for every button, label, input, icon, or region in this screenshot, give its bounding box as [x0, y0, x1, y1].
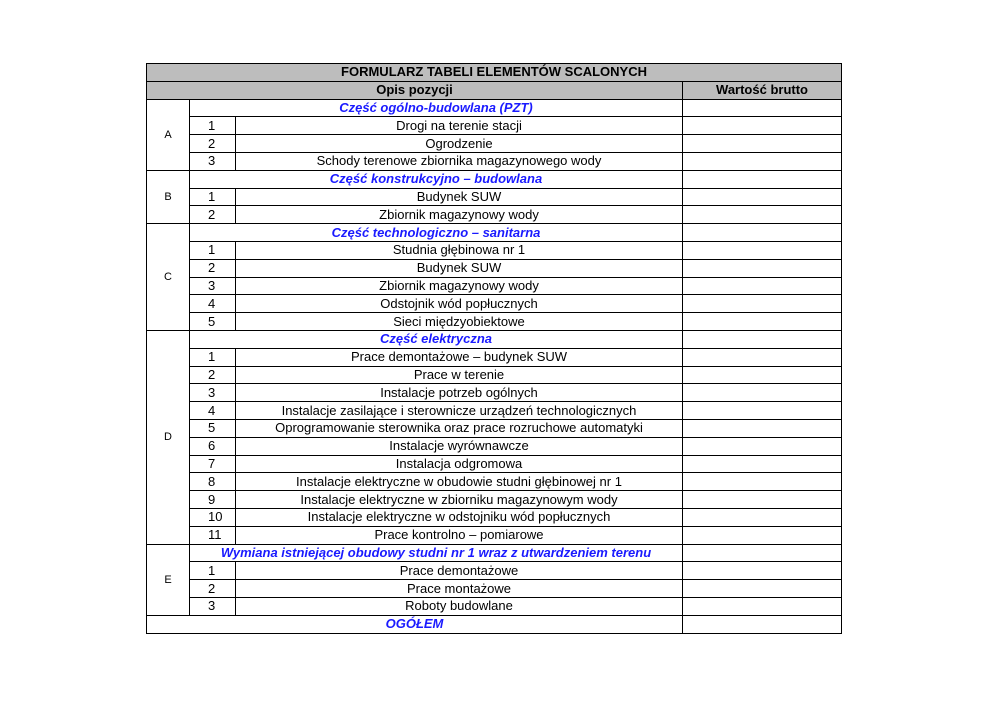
value-cell[interactable]	[683, 313, 842, 331]
item-description: Instalacje potrzeb ogólnych	[236, 384, 683, 402]
item-description: Prace kontrolno – pomiarowe	[236, 526, 683, 544]
value-cell[interactable]	[683, 402, 842, 420]
item-row	[147, 419, 842, 437]
value-cell[interactable]	[683, 455, 842, 473]
item-description: Prace demontażowe – budynek SUW	[236, 348, 683, 366]
value-cell[interactable]	[683, 562, 842, 580]
value-cell[interactable]	[683, 117, 842, 135]
value-cell[interactable]	[683, 277, 842, 295]
item-description: Instalacje wyrównawcze	[236, 437, 683, 455]
item-description: Instalacje zasilające i sterownicze urządzeń technologicznych	[236, 402, 683, 420]
item-number: 3	[190, 597, 236, 615]
total-row	[147, 615, 842, 633]
item-row	[147, 259, 842, 277]
item-row	[147, 580, 842, 598]
value-cell[interactable]	[683, 348, 842, 366]
item-number: 2	[190, 580, 236, 598]
item-row	[147, 526, 842, 544]
section-letter: D	[147, 330, 190, 544]
value-cell[interactable]	[683, 526, 842, 544]
item-number: 11	[190, 526, 236, 544]
item-number: 9	[190, 491, 236, 509]
item-row	[147, 277, 842, 295]
item-description: Oprogramowanie sterownika oraz prace rozruchowe automatyki	[236, 419, 683, 437]
item-row	[147, 597, 842, 615]
item-number: 1	[190, 117, 236, 135]
item-row	[147, 241, 842, 259]
section-row	[147, 99, 842, 117]
item-description: Instalacja odgromowa	[236, 455, 683, 473]
section-row	[147, 170, 842, 188]
item-description: Prace montażowe	[236, 580, 683, 598]
item-row	[147, 313, 842, 331]
item-description: Instalacje elektryczne w obudowie studni głębinowej nr 1	[236, 473, 683, 491]
item-number: 1	[190, 188, 236, 206]
value-cell[interactable]	[683, 330, 842, 348]
value-cell[interactable]	[683, 580, 842, 598]
table-title: FORMULARZ TABELI ELEMENTÓW SCALONYCH	[147, 64, 842, 82]
item-row	[147, 402, 842, 420]
item-description: Schody terenowe zbiornika magazynowego wody	[236, 152, 683, 170]
elements-table	[146, 63, 842, 634]
total-label: OGÓŁEM	[147, 615, 683, 633]
item-row	[147, 117, 842, 135]
value-cell[interactable]	[683, 152, 842, 170]
item-description: Sieci międzyobiektowe	[236, 313, 683, 331]
section-letter: C	[147, 224, 190, 331]
value-cell[interactable]	[683, 366, 842, 384]
item-description: Ogrodzenie	[236, 135, 683, 153]
item-number: 8	[190, 473, 236, 491]
item-number: 6	[190, 437, 236, 455]
section-letter: B	[147, 170, 190, 223]
section-letter: A	[147, 99, 190, 170]
item-number: 1	[190, 348, 236, 366]
value-cell[interactable]	[683, 241, 842, 259]
section-row	[147, 330, 842, 348]
item-description: Roboty budowlane	[236, 597, 683, 615]
item-number: 3	[190, 277, 236, 295]
item-row	[147, 491, 842, 509]
description-header: Opis pozycji	[147, 81, 683, 99]
item-number: 1	[190, 562, 236, 580]
item-row	[147, 348, 842, 366]
item-number: 2	[190, 366, 236, 384]
item-description: Drogi na terenie stacji	[236, 117, 683, 135]
item-number: 7	[190, 455, 236, 473]
item-number: 1	[190, 241, 236, 259]
item-description: Studnia głębinowa nr 1	[236, 241, 683, 259]
value-cell[interactable]	[683, 135, 842, 153]
item-row	[147, 473, 842, 491]
section-row	[147, 224, 842, 242]
item-number: 4	[190, 402, 236, 420]
value-cell[interactable]	[683, 188, 842, 206]
item-row	[147, 206, 842, 224]
item-row	[147, 295, 842, 313]
item-description: Budynek SUW	[236, 259, 683, 277]
item-row	[147, 455, 842, 473]
item-description: Zbiornik magazynowy wody	[236, 277, 683, 295]
item-row	[147, 508, 842, 526]
item-description: Instalacje elektryczne w odstojniku wód popłucznych	[236, 508, 683, 526]
section-letter: E	[147, 544, 190, 615]
value-cell[interactable]	[683, 170, 842, 188]
total-value-cell[interactable]	[683, 615, 842, 633]
item-number: 2	[190, 206, 236, 224]
item-description: Zbiornik magazynowy wody	[236, 206, 683, 224]
section-title: Część technologiczno – sanitarna	[190, 224, 683, 242]
value-cell[interactable]	[683, 206, 842, 224]
value-cell[interactable]	[683, 224, 842, 242]
value-cell[interactable]	[683, 384, 842, 402]
item-description: Instalacje elektryczne w zbiorniku magazynowym wody	[236, 491, 683, 509]
value-header: Wartość brutto	[683, 81, 842, 99]
item-row	[147, 188, 842, 206]
item-number: 10	[190, 508, 236, 526]
value-cell[interactable]	[683, 295, 842, 313]
item-number: 3	[190, 152, 236, 170]
section-title: Część ogólno-budowlana (PZT)	[190, 99, 683, 117]
title-row	[147, 64, 842, 82]
value-cell[interactable]	[683, 473, 842, 491]
item-number: 4	[190, 295, 236, 313]
section-title: Wymiana istniejącej obudowy studni nr 1 wraz z utwardzeniem terenu	[190, 544, 683, 562]
value-cell[interactable]	[683, 544, 842, 562]
value-cell[interactable]	[683, 99, 842, 117]
value-cell[interactable]	[683, 597, 842, 615]
item-row	[147, 152, 842, 170]
item-row	[147, 562, 842, 580]
item-row	[147, 135, 842, 153]
item-description: Odstojnik wód popłucznych	[236, 295, 683, 313]
value-cell[interactable]	[683, 259, 842, 277]
section-title: Część elektryczna	[190, 330, 683, 348]
item-number: 3	[190, 384, 236, 402]
value-cell[interactable]	[683, 508, 842, 526]
item-number: 5	[190, 313, 236, 331]
section-title: Część konstrukcyjno – budowlana	[190, 170, 683, 188]
item-number: 2	[190, 135, 236, 153]
header-row	[147, 81, 842, 99]
item-description: Prace demontażowe	[236, 562, 683, 580]
item-row	[147, 366, 842, 384]
value-cell[interactable]	[683, 419, 842, 437]
item-row	[147, 437, 842, 455]
section-row	[147, 544, 842, 562]
item-number: 5	[190, 419, 236, 437]
item-description: Prace w terenie	[236, 366, 683, 384]
value-cell[interactable]	[683, 437, 842, 455]
value-cell[interactable]	[683, 491, 842, 509]
item-row	[147, 384, 842, 402]
item-description: Budynek SUW	[236, 188, 683, 206]
item-number: 2	[190, 259, 236, 277]
